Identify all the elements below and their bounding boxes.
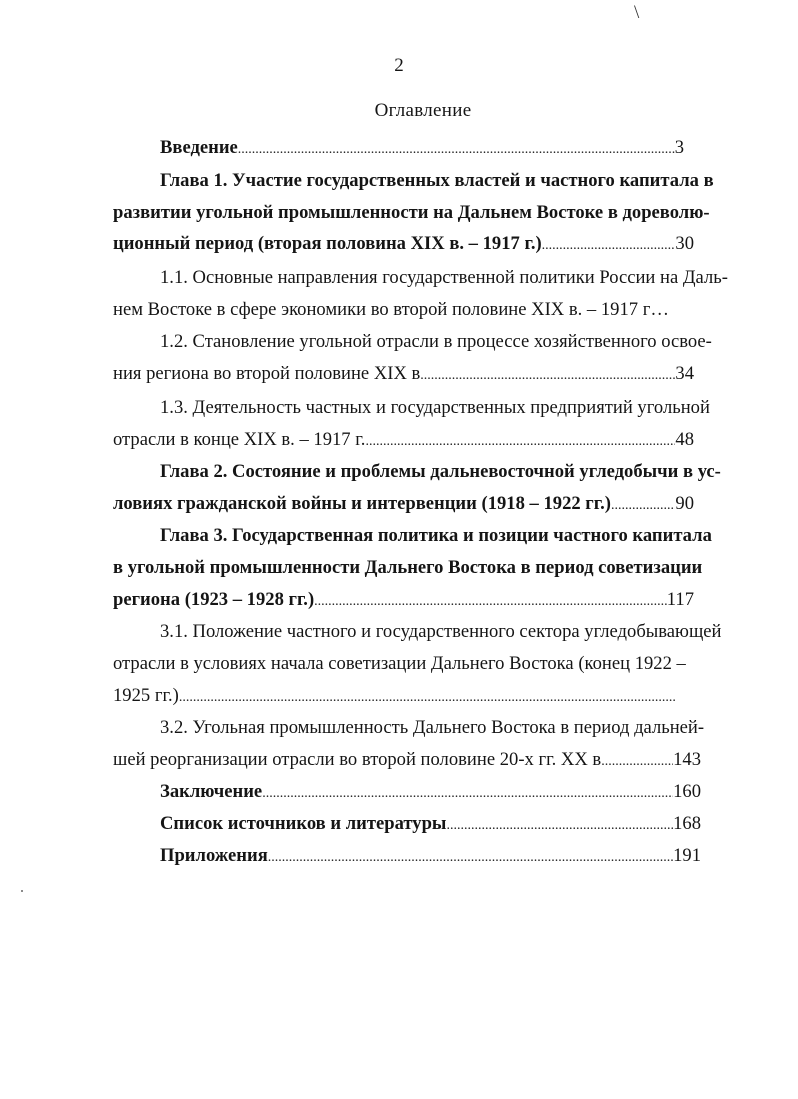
toc-entry-sources[interactable] bbox=[160, 812, 701, 838]
toc-section-3-2-line-1[interactable]: 3.2. Угольная промышленность Дальнего Востока в период дальней- bbox=[160, 717, 705, 738]
toc-entry-label: отрасли в конце XIX в. – 1917 г. bbox=[113, 429, 366, 450]
toc-leader bbox=[179, 684, 675, 710]
toc-page-number: 30 bbox=[675, 233, 694, 254]
toc-page-number: 90 bbox=[675, 493, 694, 514]
toc-entry-label: Заключение bbox=[160, 781, 263, 802]
toc-chapter-3-line-2[interactable]: в угольной промышленности Дальнего Востока в период советизации bbox=[113, 557, 703, 578]
toc-leader bbox=[314, 588, 667, 614]
toc-page-number: 168 bbox=[673, 813, 701, 834]
scan-speck bbox=[21, 890, 23, 892]
toc-section-1-1-line-2[interactable]: нем Востоке в сфере экономики во второй половине XIX в. – 1917 г… bbox=[113, 299, 669, 320]
toc-entry-label: шей реорганизации отрасли во второй половине 20-х гг. XX в bbox=[113, 749, 602, 770]
toc-leader bbox=[420, 362, 675, 388]
toc-entry-label: ния региона во второй половине XIX в bbox=[113, 363, 421, 384]
toc-entry-conclusion[interactable] bbox=[160, 780, 701, 806]
toc-entry-label: Приложения bbox=[160, 845, 268, 866]
toc-page-number: 48 bbox=[675, 429, 694, 450]
toc-page-number: 34 bbox=[675, 363, 694, 384]
toc-chapter-3-line-1[interactable]: Глава 3. Государственная политика и позиции частного капитала bbox=[160, 525, 712, 546]
toc-leader bbox=[542, 232, 676, 258]
toc-entry-appendices[interactable] bbox=[160, 844, 701, 870]
toc-leader bbox=[601, 748, 673, 774]
toc-entry-section-1-3[interactable] bbox=[113, 428, 694, 454]
toc-chapter-2-line-1[interactable]: Глава 2. Состояние и проблемы дальневосточной угледобычи в ус- bbox=[160, 461, 721, 482]
toc-section-1-3-line-1[interactable]: 1.3. Деятельность частных и государственных предприятий угольной bbox=[160, 397, 710, 418]
toc-page-number: 191 bbox=[673, 845, 701, 866]
scan-mark: \ bbox=[634, 2, 640, 23]
toc-entry-section-3-2[interactable] bbox=[113, 748, 701, 774]
toc-page-number: 3 bbox=[674, 137, 684, 158]
toc-entry-label: 1925 гг.) bbox=[113, 685, 179, 706]
toc-entry-section-3-1[interactable] bbox=[113, 684, 675, 710]
toc-leader bbox=[238, 136, 675, 162]
toc-page-number: 143 bbox=[673, 749, 701, 770]
toc-entry-label: Список источников и литературы bbox=[160, 813, 447, 834]
toc-section-3-1-line-1[interactable]: 3.1. Положение частного и государственного сектора угледобывающей bbox=[160, 621, 722, 642]
toc-section-1-2-line-1[interactable]: 1.2. Становление угольной отрасли в процессе хозяйственного освое- bbox=[160, 331, 712, 352]
toc-entry-chapter-1[interactable] bbox=[113, 232, 694, 258]
toc-chapter-1-line-2[interactable]: развитии угольной промышленности на Дальнем Востоке в дореволю- bbox=[113, 202, 710, 223]
toc-entry-introduction[interactable] bbox=[160, 136, 684, 162]
toc-leader bbox=[262, 780, 673, 806]
page-number: 2 bbox=[394, 55, 404, 76]
toc-leader bbox=[365, 428, 675, 454]
toc-section-1-1-line-1[interactable]: 1.1. Основные направления государственной политики России на Даль- bbox=[160, 267, 728, 288]
toc-leader bbox=[611, 492, 675, 518]
toc-title: Оглавление bbox=[374, 100, 472, 121]
toc-page-number: 117 bbox=[666, 589, 694, 610]
toc-entry-chapter-3[interactable] bbox=[113, 588, 694, 614]
toc-entry-chapter-2[interactable] bbox=[113, 492, 694, 518]
toc-entry-label: региона (1923 – 1928 гг.) bbox=[113, 589, 315, 610]
toc-entry-label: ловиях гражданской войны и интервенции (1918 – 1922 гг.) bbox=[113, 493, 611, 514]
toc-chapter-1-line-1[interactable]: Глава 1. Участие государственных властей и частного капитала в bbox=[160, 170, 714, 191]
toc-entry-label: ционный период (вторая половина XIX в. – 1917 г.) bbox=[113, 233, 542, 254]
toc-entry-label: Введение bbox=[160, 137, 238, 158]
toc-leader bbox=[446, 812, 673, 838]
toc-section-3-1-line-2[interactable]: отрасли в условиях начала советизации Дальнего Востока (конец 1922 – bbox=[113, 653, 686, 674]
toc-leader bbox=[268, 844, 673, 870]
toc-page-number: 160 bbox=[673, 781, 701, 802]
toc-entry-section-1-2[interactable] bbox=[113, 362, 694, 388]
